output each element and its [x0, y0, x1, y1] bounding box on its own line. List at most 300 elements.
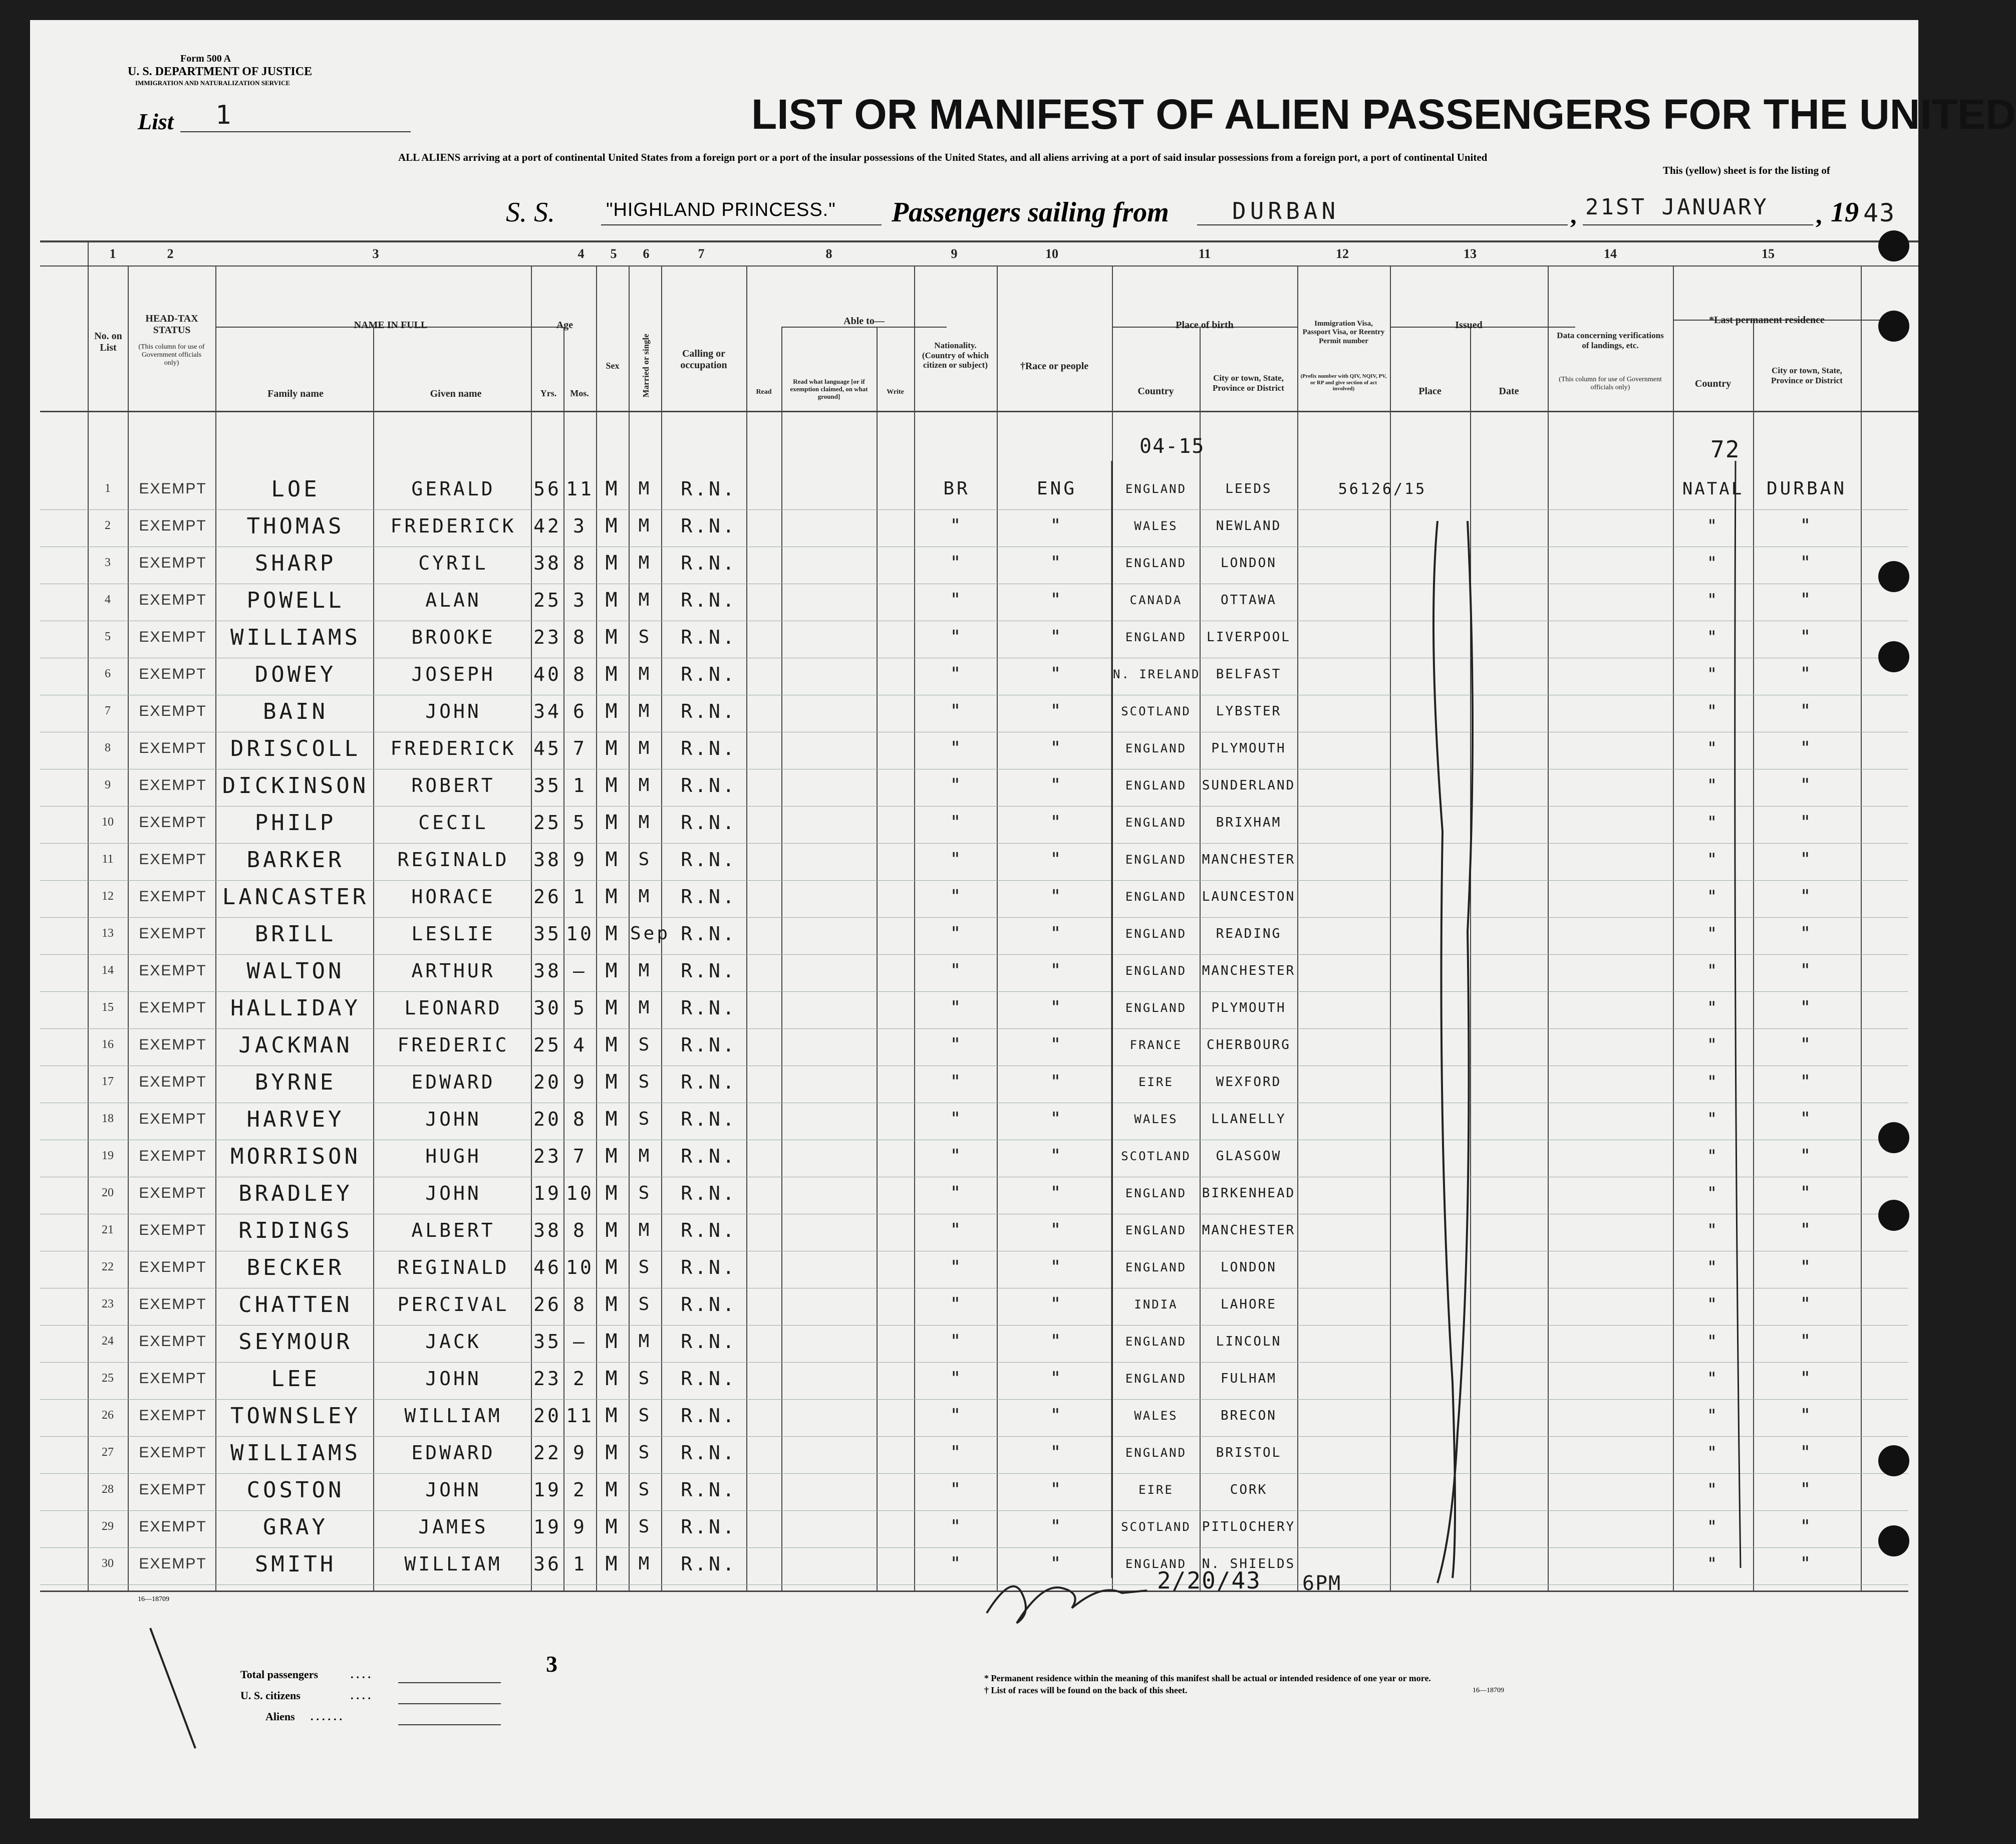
cell-ms: S — [638, 1405, 652, 1426]
cell-mos: 8 — [573, 626, 587, 649]
cell-tax: EXEMPT — [139, 814, 207, 831]
cell-res-country: " — [1706, 627, 1719, 648]
header-head-tax: HEAD-TAX STATUS — [145, 313, 198, 336]
cell-ms: M — [638, 1331, 652, 1352]
cell-tax: EXEMPT — [139, 702, 207, 719]
cell-family: SMITH — [254, 1551, 337, 1577]
cell-family: BECKER — [246, 1254, 345, 1280]
cell-race: " — [1050, 1072, 1064, 1093]
cell-occ: R.N. — [681, 1108, 737, 1131]
cell-family: COSTON — [246, 1477, 345, 1503]
cell-city: N. SHIELDS — [1202, 1556, 1296, 1571]
ship-name: "HIGHLAND PRINCESS." — [606, 199, 836, 220]
cell-ms: M — [638, 590, 652, 611]
cell-no: 10 — [102, 815, 114, 829]
cell-tax: EXEMPT — [139, 1110, 207, 1127]
cell-mos: 9 — [573, 849, 587, 871]
cell-tax: EXEMPT — [139, 628, 207, 645]
cell-nat: " — [950, 886, 964, 907]
cell-occ: R.N. — [681, 812, 737, 834]
cell-sex: M — [605, 514, 620, 538]
cell-res-city: " — [1800, 1294, 1814, 1315]
cell-family: DRISCOLL — [230, 735, 361, 761]
cell-no: 16 — [102, 1037, 114, 1051]
birth-country-code: 04-15 — [1139, 435, 1205, 458]
cell-res-country: " — [1706, 516, 1719, 537]
list-label: List — [138, 109, 174, 134]
cell-country: ENGLAND — [1125, 1186, 1187, 1200]
cell-no: 21 — [102, 1223, 114, 1236]
cell-yrs: 30 — [533, 997, 561, 1019]
cell-res-city: " — [1800, 1109, 1814, 1130]
cell-race: " — [1050, 997, 1064, 1018]
cell-family: BARKER — [246, 847, 345, 873]
col-num: 1 — [109, 246, 116, 261]
cell-race: " — [1050, 1368, 1064, 1389]
cell-tax: EXEMPT — [139, 1444, 207, 1461]
cell-given: FREDERICK — [390, 737, 516, 760]
rule — [88, 240, 89, 1591]
annotation-strokes — [1107, 431, 1758, 1693]
cell-country: ENGLAND — [1125, 1371, 1187, 1386]
cell-mos: 2 — [573, 1368, 587, 1390]
cell-city: MANCHESTER — [1202, 1222, 1296, 1238]
header-yrs: Yrs. — [540, 388, 557, 398]
cell-sex: M — [605, 1330, 620, 1353]
rule — [877, 327, 878, 1591]
cell-occ: R.N. — [681, 774, 737, 797]
cell-race: " — [1050, 1109, 1064, 1130]
cell-yrs: 26 — [533, 886, 561, 908]
cell-family: THOMAS — [246, 513, 345, 539]
cell-res-country: " — [1706, 1183, 1719, 1204]
cell-occ: R.N. — [681, 997, 737, 1019]
cell-sex: M — [605, 1219, 620, 1242]
cell-res-country: " — [1706, 1517, 1719, 1537]
header-country: Country — [1137, 386, 1174, 397]
cell-mos: 3 — [573, 515, 587, 538]
cell-country: ENGLAND — [1125, 481, 1187, 496]
cell-given: GERALD — [411, 478, 495, 500]
cell-ms: M — [638, 664, 652, 685]
cell-city: LAHORE — [1221, 1296, 1277, 1312]
cell-yrs: 46 — [533, 1256, 561, 1279]
cell-res-city: " — [1800, 886, 1814, 907]
cell-yrs: 38 — [533, 1219, 561, 1242]
cell-yrs: 20 — [533, 1405, 561, 1427]
cell-res-city: " — [1800, 627, 1814, 648]
cell-occ: R.N. — [681, 1479, 737, 1501]
cell-city: LIVERPOOL — [1207, 629, 1291, 645]
cell-mos: — — [573, 960, 587, 982]
residence-code: 72 — [1710, 436, 1741, 463]
cell-res-city: " — [1800, 1368, 1814, 1389]
cell-race: " — [1050, 886, 1064, 907]
corner-stroke — [145, 1623, 205, 1753]
cell-sex: M — [605, 996, 620, 1019]
cell-tax: EXEMPT — [139, 1555, 207, 1572]
col-num: 13 — [1464, 246, 1477, 261]
cell-no: 9 — [105, 778, 111, 792]
cell-res-country: " — [1706, 887, 1719, 907]
cell-no: 23 — [102, 1297, 114, 1310]
print-code-left: 16—18709 — [138, 1596, 169, 1603]
cell-race: " — [1050, 960, 1064, 981]
cell-family: SHARP — [254, 550, 337, 576]
cell-country: SCOTLAND — [1121, 704, 1191, 718]
cell-given: EDWARD — [411, 1071, 495, 1094]
header-name-in-full: NAME IN FULL — [354, 320, 428, 331]
cell-ms: S — [638, 1183, 652, 1204]
header-issued: Issued — [1455, 320, 1483, 331]
cell-sex: M — [605, 922, 620, 945]
cell-yrs: 25 — [533, 812, 561, 834]
cell-tax: EXEMPT — [139, 554, 207, 571]
cell-country: ENGLAND — [1125, 1000, 1187, 1015]
cell-nat: " — [950, 1257, 964, 1278]
cell-occ: R.N. — [681, 515, 737, 538]
cell-family: GRAY — [263, 1514, 328, 1540]
comma-2: , — [1816, 201, 1822, 229]
cell-race: " — [1050, 1146, 1064, 1167]
cell-yrs: 42 — [533, 515, 561, 538]
cell-mos: 6 — [573, 700, 587, 723]
cell-res-country: " — [1706, 1220, 1719, 1241]
cell-nat: " — [950, 997, 964, 1018]
cell-tax: EXEMPT — [139, 739, 207, 756]
binder-hole — [1878, 311, 1909, 342]
header-city: City or town, State, Province or District — [1213, 373, 1284, 393]
sailing-port: DURBAN — [1232, 197, 1340, 224]
manifest-subtitle-1: ALL ALIENS arriving at a port of continental United States from a foreign port or a port of the insular possessions of the United States, and all aliens arriving at a port of said insular possessions from a foreign port, a port of continental United — [398, 151, 1488, 163]
rule — [563, 327, 564, 1591]
cell-sex: M — [605, 1033, 620, 1057]
cell-race: ENG — [1036, 478, 1077, 499]
cell-yrs: 22 — [533, 1442, 561, 1464]
cell-sex: M — [605, 1478, 620, 1501]
cell-city: SUNDERLAND — [1202, 777, 1296, 793]
cell-yrs: 56 — [533, 478, 561, 500]
cell-no: 22 — [102, 1260, 114, 1273]
cell-family: DICKINSON — [222, 772, 369, 799]
cell-res-city: " — [1800, 701, 1814, 722]
cell-country: EIRE — [1138, 1482, 1174, 1497]
col-num: 9 — [951, 246, 958, 261]
cell-occ: R.N. — [681, 1516, 737, 1538]
cell-tax: EXEMPT — [139, 1333, 207, 1350]
cell-mos: 9 — [573, 1071, 587, 1094]
cell-no: 24 — [102, 1334, 114, 1348]
cell-tax: EXEMPT — [139, 1073, 207, 1090]
cell-family: MORRISON — [230, 1143, 361, 1169]
cell-city: PLYMOUTH — [1211, 1000, 1286, 1015]
inspection-time: 6PM — [1302, 1572, 1342, 1595]
cell-family: BRILL — [254, 921, 337, 947]
cell-yrs: 23 — [533, 1145, 561, 1168]
cell-mos: 5 — [573, 812, 587, 834]
year-suffix: 43 — [1863, 198, 1896, 227]
cell-race: " — [1050, 701, 1064, 722]
cell-family: BRADLEY — [238, 1180, 353, 1206]
cell-city: LLANELLY — [1211, 1111, 1286, 1127]
cell-given: CECIL — [418, 812, 488, 834]
cell-sex: M — [605, 885, 620, 908]
cell-occ: R.N. — [681, 1256, 737, 1279]
cell-res-country: " — [1706, 924, 1719, 944]
cell-tax: EXEMPT — [139, 1518, 207, 1535]
header-calling: Calling or occupation — [680, 348, 727, 371]
cell-nat: " — [950, 1183, 964, 1204]
cell-ms: S — [638, 1257, 652, 1278]
cell-tax: EXEMPT — [139, 1481, 207, 1498]
cell-no: 17 — [102, 1075, 114, 1088]
sailing-date: 21ST JANUARY — [1585, 194, 1769, 220]
cell-given: HUGH — [425, 1145, 481, 1168]
cell-occ: R.N. — [681, 1368, 737, 1390]
cell-occ: R.N. — [681, 1553, 737, 1575]
cell-city: GLASGOW — [1216, 1148, 1282, 1164]
cell-city: WEXFORD — [1216, 1074, 1282, 1090]
cell-res-country: " — [1706, 553, 1719, 574]
cell-mos: 4 — [573, 1034, 587, 1057]
cell-city: PITLOCHERY — [1202, 1519, 1296, 1534]
cell-sex: M — [605, 626, 620, 649]
cell-mos: — — [573, 1331, 587, 1353]
cell-mos: 3 — [573, 589, 587, 612]
cell-country: EIRE — [1138, 1075, 1174, 1089]
cell-race: " — [1050, 775, 1064, 796]
cell-occ: R.N. — [681, 1145, 737, 1168]
cell-city: BRISTOL — [1216, 1445, 1282, 1460]
cell-nat: " — [950, 775, 964, 796]
cell-nat: " — [950, 960, 964, 981]
cell-mos: 9 — [573, 1442, 587, 1464]
cell-nat: " — [950, 849, 964, 870]
total-passengers-blank — [398, 1682, 501, 1683]
cell-given: JOHN — [425, 1479, 481, 1501]
cell-tax: EXEMPT — [139, 591, 207, 608]
cell-no: 18 — [102, 1112, 114, 1125]
cell-ms: S — [638, 849, 652, 870]
cell-ms: M — [638, 960, 652, 981]
cell-no: 2 — [105, 518, 111, 532]
binder-hole — [1878, 1200, 1909, 1231]
cell-sex: M — [605, 1367, 620, 1390]
cell-yrs: 35 — [533, 1331, 561, 1353]
cell-res-city: " — [1800, 664, 1814, 685]
col-num: 6 — [643, 246, 650, 261]
cell-res-city: " — [1800, 849, 1814, 870]
cell-occ: R.N. — [681, 849, 737, 871]
cell-family: WALTON — [246, 958, 345, 984]
cell-res-country: NATAL — [1682, 479, 1744, 499]
cell-tax: EXEMPT — [139, 1221, 207, 1238]
cell-yrs: 40 — [533, 663, 561, 686]
cell-race: " — [1050, 1294, 1064, 1315]
cell-given: ALBERT — [411, 1219, 495, 1242]
cell-res-country: " — [1706, 1332, 1719, 1352]
cell-mos: 11 — [566, 1405, 594, 1427]
cell-ms: S — [638, 1072, 652, 1093]
cell-res-city: " — [1800, 553, 1814, 574]
header-visa-note: (Prefix number with QIV, NQIV, PV, or RP and give section of act involved) — [1300, 373, 1387, 392]
col-num: 3 — [372, 246, 379, 261]
cell-given: REGINALD — [397, 849, 509, 871]
cell-no: 20 — [102, 1186, 114, 1199]
cell-no: 6 — [105, 667, 111, 680]
cell-tax: EXEMPT — [139, 999, 207, 1016]
rule — [531, 266, 532, 1591]
cell-yrs: 35 — [533, 923, 561, 945]
cell-ms: Sep — [630, 923, 671, 944]
dots: ...... — [311, 1710, 345, 1723]
cell-res-city: " — [1800, 1442, 1814, 1463]
manifest-table — [30, 20, 1918, 1818]
rule — [40, 266, 1918, 267]
cell-family: DOWEY — [254, 661, 337, 687]
cell-mos: 1 — [573, 1553, 587, 1575]
cell-ms: S — [638, 1034, 652, 1056]
cell-res-country: " — [1706, 738, 1719, 759]
cell-yrs: 19 — [533, 1516, 561, 1538]
rule — [40, 240, 1918, 242]
cell-city: CHERBOURG — [1207, 1037, 1291, 1052]
cell-res-country: " — [1706, 1294, 1719, 1315]
inspector-signature — [982, 1563, 1182, 1628]
cell-city: LYBSTER — [1216, 703, 1282, 719]
cell-country: ENGLAND — [1125, 926, 1187, 941]
cell-res-city: " — [1800, 1034, 1814, 1056]
cell-given: JOSEPH — [411, 663, 495, 686]
service-label: IMMIGRATION AND NATURALIZATION SERVICE — [135, 79, 291, 87]
total-passengers-label: Total passengers — [240, 1668, 319, 1681]
cell-country: ENGLAND — [1125, 1223, 1187, 1237]
rule — [914, 266, 915, 1591]
cell-nat: " — [950, 923, 964, 944]
cell-nat: " — [950, 738, 964, 759]
cell-occ: R.N. — [681, 1071, 737, 1094]
dots: .... — [351, 1668, 374, 1681]
cell-country: ENGLAND — [1125, 1260, 1187, 1274]
cell-family: JACKMAN — [238, 1032, 353, 1058]
cell-nat: " — [950, 664, 964, 685]
aliens-label: Aliens — [265, 1710, 295, 1723]
cell-given: ROBERT — [411, 774, 495, 797]
cell-nat: " — [950, 627, 964, 648]
cell-mos: 1 — [573, 774, 587, 797]
rule — [781, 327, 782, 1591]
manifest-sheet — [30, 20, 2016, 1818]
header-sex: Sex — [606, 361, 620, 371]
cell-ms: M — [638, 515, 652, 537]
cell-given: REGINALD — [397, 1256, 509, 1279]
cell-yrs: 23 — [533, 626, 561, 649]
cell-sex: M — [605, 1441, 620, 1464]
cell-country: SCOTLAND — [1121, 1519, 1191, 1534]
cell-country: INDIA — [1134, 1297, 1178, 1311]
header-mos: Mos. — [570, 388, 589, 398]
cell-family: PHILP — [254, 810, 337, 836]
cell-res-country: " — [1706, 1406, 1719, 1426]
cell-no: 27 — [102, 1445, 114, 1459]
cell-city: BRECON — [1221, 1408, 1277, 1423]
rule — [40, 411, 1918, 412]
cell-city: LINCOLN — [1216, 1334, 1282, 1349]
cell-no: 19 — [102, 1149, 114, 1162]
cell-given: JOHN — [425, 1368, 481, 1390]
cell-city: MANCHESTER — [1202, 852, 1296, 867]
cell-no: 25 — [102, 1371, 114, 1385]
header-landings-note: (This column for use of Government officials only) — [1559, 376, 1662, 392]
cell-no: 15 — [102, 1000, 114, 1014]
cell-family: SEYMOUR — [238, 1329, 353, 1355]
cell-tax: EXEMPT — [139, 1184, 207, 1201]
cell-res-city: " — [1800, 1331, 1814, 1352]
header-race: †Race or people — [1020, 361, 1089, 372]
cell-sex: M — [605, 1404, 620, 1427]
cell-city: LONDON — [1221, 555, 1277, 571]
cell-yrs: 19 — [533, 1182, 561, 1205]
cell-no: 12 — [102, 889, 114, 903]
cell-sex: M — [605, 1182, 620, 1205]
cell-family: HARVEY — [246, 1106, 345, 1132]
cell-yrs: 34 — [533, 700, 561, 723]
cell-sex: M — [605, 774, 620, 797]
cell-mos: 8 — [573, 552, 587, 575]
cell-yrs: 23 — [533, 1368, 561, 1390]
col-num: 7 — [698, 246, 705, 261]
cell-yrs: 38 — [533, 849, 561, 871]
col-num: 11 — [1198, 246, 1211, 261]
binder-hole — [1878, 1122, 1909, 1153]
header-res-city: City or town, State, Province or District — [1771, 366, 1843, 385]
cell-res-city: " — [1800, 1516, 1814, 1537]
cell-mos: 10 — [566, 1182, 594, 1205]
cell-mos: 8 — [573, 1108, 587, 1131]
cell-yrs: 25 — [533, 589, 561, 612]
rule — [596, 266, 597, 1591]
cell-country: SCOTLAND — [1121, 1149, 1191, 1163]
cell-race: " — [1050, 1442, 1064, 1463]
cell-res-city: " — [1800, 1479, 1814, 1500]
cell-sex: M — [605, 1293, 620, 1316]
cell-no: 1 — [105, 481, 111, 495]
binder-hole — [1878, 1445, 1909, 1476]
comma-1: , — [1570, 201, 1577, 229]
cell-sex: M — [605, 848, 620, 871]
cell-res-country: " — [1706, 850, 1719, 870]
cell-nat: " — [950, 515, 964, 537]
cell-res-city: " — [1800, 1072, 1814, 1093]
cell-tax: EXEMPT — [139, 925, 207, 942]
cell-nat: " — [950, 1146, 964, 1167]
cell-no: 29 — [102, 1519, 114, 1533]
cell-race: " — [1050, 1516, 1064, 1537]
header-age: Age — [556, 320, 573, 331]
cell-res-city: " — [1800, 1257, 1814, 1278]
ss-label: S. S. — [506, 197, 555, 228]
cell-nat: " — [950, 1479, 964, 1500]
cell-res-country: " — [1706, 1443, 1719, 1463]
cell-country: ENGLAND — [1125, 1445, 1187, 1460]
cell-country: WALES — [1134, 518, 1178, 533]
header-visa: Immigration Visa, Passport Visa, or Reentry Permit number — [1302, 320, 1385, 345]
cell-family: POWELL — [246, 587, 345, 613]
cell-occ: R.N. — [681, 663, 737, 686]
cell-mos: 8 — [573, 1293, 587, 1316]
cell-mos: 8 — [573, 1219, 587, 1242]
cell-given: WILLIAM — [404, 1553, 502, 1575]
